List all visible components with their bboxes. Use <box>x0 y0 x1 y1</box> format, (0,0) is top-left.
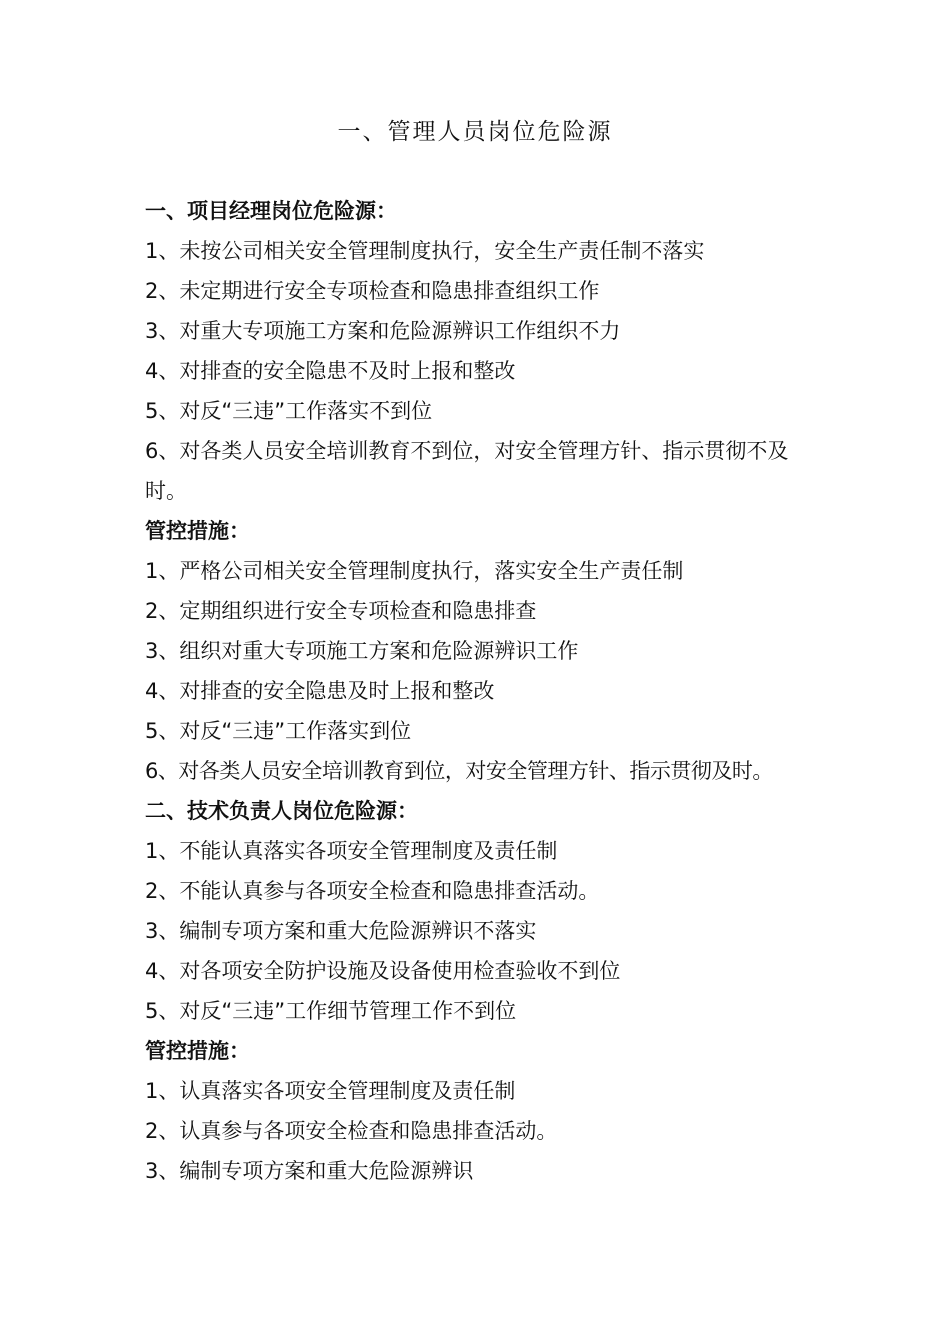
document-title: 一、管理人员岗位危险源 <box>337 119 613 145</box>
hazard-item: 4、对排查的安全隐患不及时上报和整改 <box>145 359 516 383</box>
control-item: 2、认真参与各项安全检查和隐患排查活动。 <box>145 1119 558 1143</box>
control-item: 4、对排查的安全隐患及时上报和整改 <box>145 679 495 703</box>
control-heading: 管控措施： <box>145 1039 250 1063</box>
control-item: 1、认真落实各项安全管理制度及责任制 <box>145 1079 516 1103</box>
hazard-item: 1、未按公司相关安全管理制度执行，安全生产责任制不落实 <box>145 239 705 263</box>
control-item: 2、定期组织进行安全专项检查和隐患排查 <box>145 599 537 623</box>
control-item: 3、组织对重大专项施工方案和危险源辨识工作 <box>145 639 579 663</box>
hazard-item: 3、对重大专项施工方案和危险源辨识工作组织不力 <box>145 319 621 343</box>
section-technical-lead <box>145 791 810 1191</box>
hazard-item: 2、不能认真参与各项安全检查和隐患排查活动。 <box>145 879 600 903</box>
hazard-item: 3、编制专项方案和重大危险源辨识不落实 <box>145 919 537 943</box>
hazard-item: 5、对反“三违”工作细节管理工作不到位 <box>145 999 517 1023</box>
hazard-item: 4、对各项安全防护设施及设备使用检查验收不到位 <box>145 959 621 983</box>
control-item: 3、编制专项方案和重大危险源辨识 <box>145 1159 474 1183</box>
section-heading: 一、项目经理岗位危险源： <box>145 199 397 223</box>
section-heading: 二、技术负责人岗位危险源： <box>145 799 418 823</box>
control-item: 1、严格公司相关安全管理制度执行，落实安全生产责任制 <box>145 559 684 583</box>
hazard-item: 6、对各类人员安全培训教育不到位，对安全管理方针、指示贯彻不及时。 <box>145 439 789 503</box>
hazard-item: 2、未定期进行安全专项检查和隐患排查组织工作 <box>145 279 600 303</box>
control-item: 5、对反“三违”工作落实到位 <box>145 719 412 743</box>
hazard-item: 1、不能认真落实各项安全管理制度及责任制 <box>145 839 558 863</box>
control-item: 6、对各类人员安全培训教育到位，对安全管理方针、指示贯彻及时。 <box>145 759 773 783</box>
control-heading: 管控措施： <box>145 519 250 543</box>
document-body <box>145 191 810 1191</box>
hazard-item: 5、对反“三违”工作落实不到位 <box>145 399 433 423</box>
section-project-manager <box>145 191 810 791</box>
